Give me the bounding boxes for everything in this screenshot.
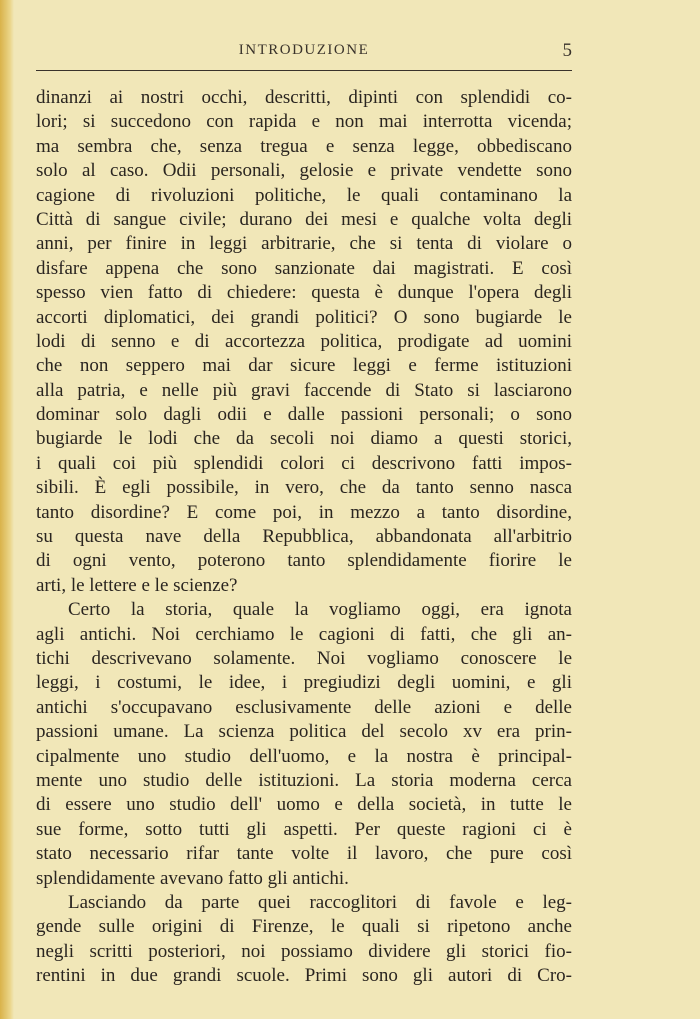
text-line: ma sembra che, senza tregua e senza legge, obbediscano xyxy=(36,135,572,157)
header-rule xyxy=(36,70,572,71)
text-line: cipalmente uno studio dell'uomo, e la nostra è principal- xyxy=(36,745,572,767)
text-line: i quali coi più splendidi colori ci descrivono fatti impos- xyxy=(36,452,572,474)
text-line: disfare appena che sono sanzionate dai magistrati. E così xyxy=(36,257,572,279)
text-line: leggi, i costumi, le idee, i pregiudizi degli uomini, e gli xyxy=(36,672,572,694)
text-line: cagione di rivoluzioni politiche, le quali contaminano la xyxy=(36,184,572,206)
paragraph-start-line: Certo la storia, quale la vogliamo oggi, era ignota xyxy=(68,599,572,621)
text-line: spesso vien fatto di chiedere: questa è dunque l'opera degli xyxy=(36,282,572,304)
text-line: tichi descrivevano solamente. Noi vogliamo conoscere le xyxy=(36,647,572,669)
text-line: solo al caso. Odii personali, gelosie e private vendette sono xyxy=(36,160,572,182)
text-line: dinanzi ai nostri occhi, descritti, dipinti con splendidi co- xyxy=(36,87,572,108)
text-line: sibili. È egli possibile, in vero, che da tanto senno nasca xyxy=(36,477,572,499)
page-edge xyxy=(0,0,14,1019)
text-line: bugiarde le lodi che da secoli noi diamo a questi storici, xyxy=(36,428,572,450)
text-line: lodi di senno e di accortezza politica, prodigate ad uomini xyxy=(36,330,572,352)
text-line: alla patria, e nelle più gravi faccende di Stato si lasciarono xyxy=(36,379,572,401)
page-number: 5 xyxy=(562,40,572,61)
paragraph-start-line: Lasciando da parte quei raccoglitori di favole e leg- xyxy=(68,891,572,913)
text-line: stato necessario rifar tante volte il lavoro, che pure così xyxy=(36,843,572,865)
text-line: anni, per finire in leggi arbitrarie, che si tenta di violare o xyxy=(36,233,572,255)
text-line: di essere uno studio dell' uomo e della società, in tutte le xyxy=(36,794,572,816)
text-line: sue forme, sotto tutti gli aspetti. Per queste ragioni ci è xyxy=(36,818,572,840)
text-line: negli scritti posteriori, noi possiamo dividere gli storici fio- xyxy=(36,940,572,962)
paragraph-end-line: splendidamente avevano fatto gli antichi. xyxy=(36,867,349,889)
text-line: su questa nave della Repubblica, abbandonata all'arbitrio xyxy=(36,526,572,548)
text-line: mente uno studio delle istituzioni. La storia moderna cerca xyxy=(36,769,572,791)
running-head: INTRODUZIONE xyxy=(238,42,370,58)
text-line: accorti diplomatici, dei grandi politici? O sono bugiarde le xyxy=(36,306,572,328)
text-line: di ogni vento, poterono tanto splendidamente fiorire le xyxy=(36,550,572,572)
text-line: gende sulle origini di Firenze, le quali si ripetono anche xyxy=(36,916,572,938)
page-header xyxy=(36,40,572,64)
text-line: lori; si succedono con rapida e non mai interrotta vicenda; xyxy=(36,111,572,133)
text-line: tanto disordine? E come poi, in mezzo a tanto disordine, xyxy=(36,501,572,523)
text-line: Città di sangue civile; durano dei mesi e qualche volta degli xyxy=(36,208,572,230)
text-line: dominar solo dagli odii e dalle passioni personali; o sono xyxy=(36,404,572,426)
text-line: agli antichi. Noi cerchiamo le cagioni di fatti, che gli an- xyxy=(36,623,572,645)
text-line: che non seppero mai dar sicure leggi e ferme istituzioni xyxy=(36,355,572,377)
text-line: antichi s'occupavano esclusivamente delle azioni e delle xyxy=(36,696,572,718)
text-line: passioni umane. La scienza politica del secolo xv era prin- xyxy=(36,721,572,743)
text-line: rentini in due grandi scuole. Primi sono gli autori di Cro- xyxy=(36,965,572,987)
paragraph-end-line: arti, le lettere e le scienze? xyxy=(36,574,238,596)
body-text xyxy=(36,86,572,988)
